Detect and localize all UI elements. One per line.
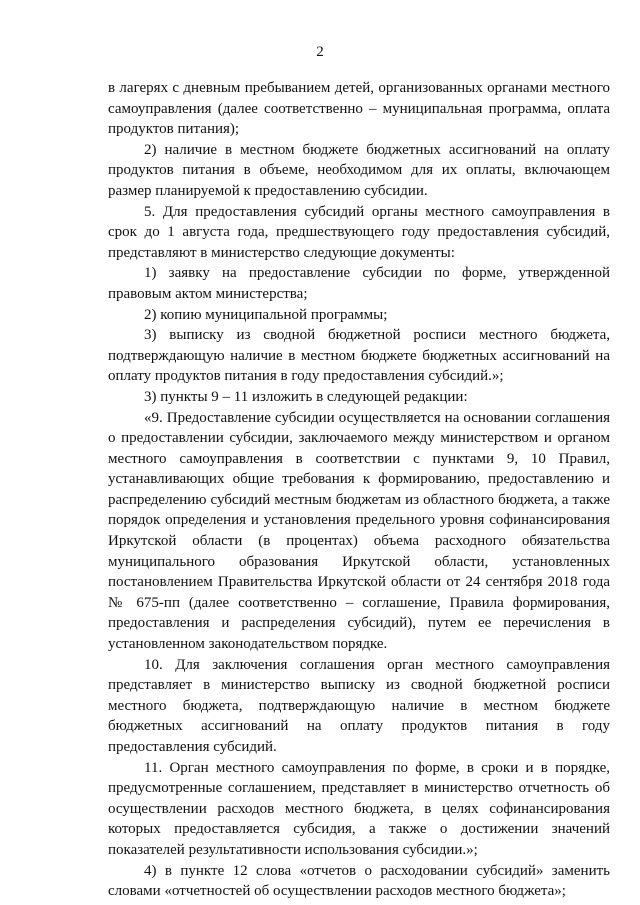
paragraph-clause-5: 5. Для предоставления субсидий органы местного самоуправления в срок до 1 августа года, предшествующего году предоставления субсидий, представляют в министерство следующие документы: <box>108 203 610 261</box>
paragraph-clause-11: 11. Орган местного самоуправления по форме, в сроки и в порядке, предусмотренные соглашением, представляет в министерство отчетность об осуществлении расходов местного бюджета, в целях софинансирования которых предоставляется субсидия, а также о достижении значений показателей результативности использования субсидии.»; <box>108 759 610 858</box>
paragraph-amendment-4: 4) в пункте 12 слова «отчетов о расходовании субсидий» заменить словами «отчетностей об осуществлении расходов местного бюджета»; <box>108 862 610 900</box>
paragraph-item-2-program-copy: 2) копию муниципальной программы; <box>144 306 388 323</box>
document-body <box>108 78 610 902</box>
paragraph-clause-9: «9. Предоставление субсидии осуществляется на основании соглашения о предоставлении субсидии, заключаемого между министерством и органом местного самоуправления в соответствии с пунктами 9, 10 Правил, устанавливающих общие требования к формированию, предоставлению и распределению субсидий местным бюджетам из областного бюджета, а также порядок определения и установления предельного уровня софинансирования Иркутской области (в процентах) объема расходного обязательства муниципального образования Иркутской области, установленных постановлением Правительства Иркутской области от 24 сентября 2018 года № 675-пп (далее соответственно – соглашение, Правила формирования, предоставления и распределения субсидий), путем ее перечисления в установленном законодательством порядке. <box>108 409 610 653</box>
page-number: 2 <box>316 44 324 60</box>
paragraph-item-1-application: 1) заявку на предоставление субсидии по форме, утвержденной правовым актом министерства; <box>108 265 610 302</box>
paragraph-item-2: 2) наличие в местном бюджете бюджетных ассигнований на оплату продуктов питания в объеме, необходимом для их оплаты, включающем размер планируемой к предоставлению субсидии. <box>108 141 610 199</box>
paragraph-item-3-budget-extract: 3) выписку из сводной бюджетной росписи местного бюджета, подтверждающую наличие в местном бюджете бюджетных ассигнований на оплату продуктов питания в году предоставления субсидий.»; <box>108 327 610 385</box>
paragraph-clause-10: 10. Для заключения соглашения орган местного самоуправления представляет в министерство выписку из сводной бюджетной росписи местного бюджета, подтверждающую наличие в местном бюджете бюджетных ассигнований на оплату продуктов питания в году предоставления субсидий. <box>108 656 610 755</box>
paragraph-continuation: в лагерях с дневным пребыванием детей, организованных органами местного самоуправления (далее соответственно – муниципальная программа, оплата продуктов питания); <box>108 80 610 138</box>
paragraph-amendment-3: 3) пункты 9 – 11 изложить в следующей редакции: <box>144 388 468 405</box>
